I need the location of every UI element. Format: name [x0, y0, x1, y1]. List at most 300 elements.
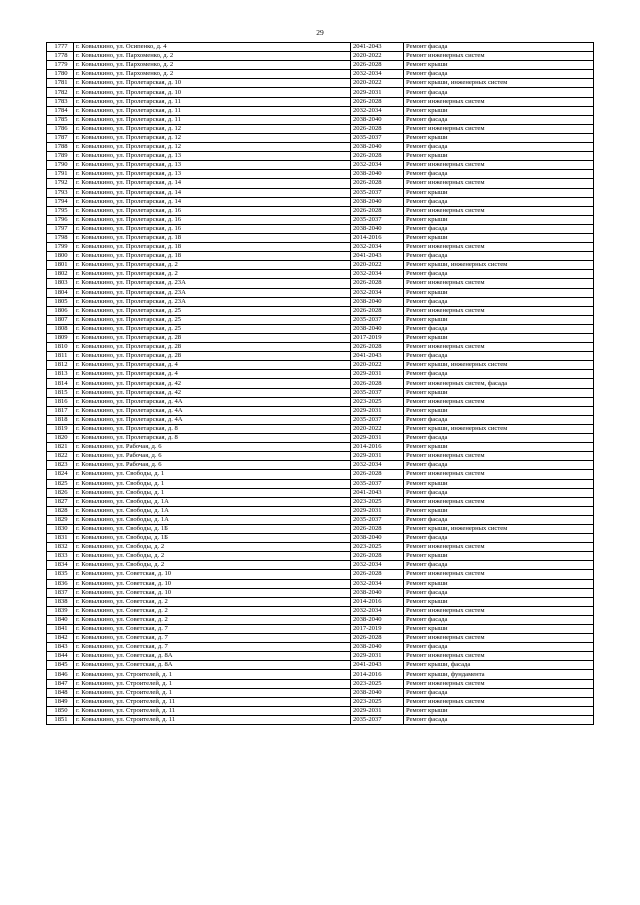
work-type-cell: Ремонт инженерных систем	[404, 243, 594, 252]
address-cell: г. Ковылкино, ул. Советская, д. 10	[74, 570, 351, 579]
work-type-cell: Ремонт фасада	[404, 434, 594, 443]
row-number: 1793	[47, 188, 74, 197]
period-cell: 2029-2031	[351, 506, 404, 515]
period-cell: 2032-2034	[351, 288, 404, 297]
period-cell: 2035-2037	[351, 515, 404, 524]
table-row	[47, 315, 594, 324]
address-cell: г. Ковылкино, ул. Пролетарская, д. 13	[74, 170, 351, 179]
table-row	[47, 534, 594, 543]
work-type-cell: Ремонт крыши, инженерных систем	[404, 361, 594, 370]
address-cell: г. Ковылкино, ул. Советская, д. 10	[74, 588, 351, 597]
work-type-cell: Ремонт крыши, фасада	[404, 661, 594, 670]
work-type-cell: Ремонт фасада	[404, 615, 594, 624]
address-cell: г. Ковылкино, ул. Пролетарская, д. 4А	[74, 406, 351, 415]
period-cell: 2035-2037	[351, 133, 404, 142]
table-row	[47, 588, 594, 597]
table-row	[47, 133, 594, 142]
row-number: 1820	[47, 434, 74, 443]
work-type-cell: Ремонт крыши	[404, 552, 594, 561]
table-row	[47, 61, 594, 70]
address-cell: г. Ковылкино, ул. Пролетарская, д. 11	[74, 106, 351, 115]
table-row	[47, 497, 594, 506]
address-cell: г. Ковылкино, ул. Пролетарская, д. 4А	[74, 397, 351, 406]
work-type-cell: Ремонт инженерных систем	[404, 570, 594, 579]
period-cell: 2020-2022	[351, 361, 404, 370]
table-row	[47, 306, 594, 315]
address-cell: г. Ковылкино, ул. Свободы, д. 1	[74, 479, 351, 488]
row-number: 1802	[47, 270, 74, 279]
address-cell: г. Ковылкино, ул. Пролетарская, д. 2	[74, 261, 351, 270]
address-cell: г. Ковылкино, ул. Строителей, д. 11	[74, 706, 351, 715]
table-row	[47, 379, 594, 388]
period-cell: 2029-2031	[351, 434, 404, 443]
period-cell: 2026-2028	[351, 470, 404, 479]
period-cell: 2041-2043	[351, 488, 404, 497]
row-number: 1814	[47, 379, 74, 388]
table-row	[47, 625, 594, 634]
row-number: 1827	[47, 497, 74, 506]
work-type-cell: Ремонт фасада	[404, 197, 594, 206]
work-type-cell: Ремонт фасада	[404, 643, 594, 652]
table-row	[47, 479, 594, 488]
address-cell: г. Ковылкино, ул. Пролетарская, д. 8	[74, 424, 351, 433]
address-cell: г. Ковылкино, ул. Советская, д. 7	[74, 634, 351, 643]
period-cell: 2041-2043	[351, 352, 404, 361]
work-type-cell: Ремонт инженерных систем	[404, 652, 594, 661]
work-type-cell: Ремонт инженерных систем	[404, 470, 594, 479]
table-row	[47, 688, 594, 697]
period-cell: 2038-2040	[351, 324, 404, 333]
period-cell: 2038-2040	[351, 615, 404, 624]
work-type-cell: Ремонт фасада	[404, 170, 594, 179]
table-row	[47, 170, 594, 179]
period-cell: 2032-2034	[351, 270, 404, 279]
work-type-cell: Ремонт крыши	[404, 506, 594, 515]
period-cell: 2038-2040	[351, 297, 404, 306]
address-cell: г. Ковылкино, ул. Пролетарская, д. 28	[74, 352, 351, 361]
period-cell: 2035-2037	[351, 388, 404, 397]
address-cell: г. Ковылкино, ул. Свободы, д. 1Б	[74, 524, 351, 533]
address-cell: г. Ковылкино, ул. Пролетарская, д. 23А	[74, 297, 351, 306]
row-number: 1834	[47, 561, 74, 570]
row-number: 1800	[47, 252, 74, 261]
work-type-cell: Ремонт фасада	[404, 461, 594, 470]
address-cell: г. Ковылкино, ул. Свободы, д. 1Б	[74, 534, 351, 543]
address-cell: г. Ковылкино, ул. Пролетарская, д. 25	[74, 306, 351, 315]
period-cell: 2017-2019	[351, 625, 404, 634]
address-cell: г. Ковылкино, ул. Пролетарская, д. 18	[74, 233, 351, 242]
row-number: 1809	[47, 334, 74, 343]
table-row	[47, 188, 594, 197]
period-cell: 2020-2022	[351, 261, 404, 270]
table-row	[47, 434, 594, 443]
work-type-cell: Ремонт фасада	[404, 88, 594, 97]
address-cell: г. Ковылкино, ул. Пролетарская, д. 4	[74, 370, 351, 379]
address-cell: г. Ковылкино, ул. Рабочая, д. 6	[74, 461, 351, 470]
work-type-cell: Ремонт крыши, фундамента	[404, 670, 594, 679]
work-type-cell: Ремонт фасада	[404, 252, 594, 261]
work-type-cell: Ремонт инженерных систем	[404, 543, 594, 552]
period-cell: 2038-2040	[351, 143, 404, 152]
table-row	[47, 606, 594, 615]
address-cell: г. Ковылкино, ул. Свободы, д. 1	[74, 488, 351, 497]
row-number: 1795	[47, 206, 74, 215]
work-type-cell: Ремонт фасада	[404, 488, 594, 497]
row-number: 1798	[47, 233, 74, 242]
period-cell: 2023-2025	[351, 679, 404, 688]
row-number: 1824	[47, 470, 74, 479]
work-type-cell: Ремонт крыши, инженерных систем	[404, 261, 594, 270]
row-number: 1783	[47, 97, 74, 106]
address-cell: г. Ковылкино, ул. Пролетарская, д. 14	[74, 197, 351, 206]
work-type-cell: Ремонт инженерных систем	[404, 606, 594, 615]
work-type-cell: Ремонт крыши	[404, 152, 594, 161]
address-cell: г. Ковылкино, ул. Пролетарская, д. 28	[74, 343, 351, 352]
period-cell: 2032-2034	[351, 561, 404, 570]
work-type-cell: Ремонт крыши	[404, 106, 594, 115]
table-row	[47, 634, 594, 643]
table-row	[47, 79, 594, 88]
table-row	[47, 115, 594, 124]
period-cell: 2038-2040	[351, 170, 404, 179]
table-row	[47, 415, 594, 424]
period-cell: 2020-2022	[351, 79, 404, 88]
row-number: 1786	[47, 124, 74, 133]
period-cell: 2035-2037	[351, 215, 404, 224]
work-type-cell: Ремонт инженерных систем	[404, 306, 594, 315]
row-number: 1845	[47, 661, 74, 670]
work-type-cell: Ремонт фасада	[404, 715, 594, 724]
row-number: 1847	[47, 679, 74, 688]
address-cell: г. Ковылкино, ул. Свободы, д. 1	[74, 470, 351, 479]
address-cell: г. Ковылкино, ул. Пролетарская, д. 42	[74, 379, 351, 388]
period-cell: 2017-2019	[351, 334, 404, 343]
table-row	[47, 352, 594, 361]
row-number: 1839	[47, 606, 74, 615]
row-number: 1844	[47, 652, 74, 661]
row-number: 1850	[47, 706, 74, 715]
period-cell: 2020-2022	[351, 52, 404, 61]
work-type-cell: Ремонт фасада	[404, 324, 594, 333]
address-cell: г. Ковылкино, ул. Пархоменко, д. 2	[74, 52, 351, 61]
row-number: 1782	[47, 88, 74, 97]
row-number: 1849	[47, 697, 74, 706]
period-cell: 2038-2040	[351, 588, 404, 597]
address-cell: г. Ковылкино, ул. Пархоменко, д. 2	[74, 70, 351, 79]
address-cell: г. Ковылкино, ул. Свободы, д. 2	[74, 561, 351, 570]
address-cell: г. Ковылкино, ул. Пархоменко, д. 2	[74, 61, 351, 70]
period-cell: 2038-2040	[351, 224, 404, 233]
table-row	[47, 324, 594, 333]
table-row	[47, 152, 594, 161]
address-cell: г. Ковылкино, ул. Пролетарская, д. 23А	[74, 279, 351, 288]
address-cell: г. Ковылкино, ул. Пролетарская, д. 4	[74, 361, 351, 370]
row-number: 1803	[47, 279, 74, 288]
period-cell: 2026-2028	[351, 97, 404, 106]
period-cell: 2026-2028	[351, 179, 404, 188]
work-type-cell: Ремонт крыши	[404, 597, 594, 606]
period-cell: 2041-2043	[351, 661, 404, 670]
table-row	[47, 343, 594, 352]
table-row	[47, 715, 594, 724]
work-type-cell: Ремонт фасада	[404, 70, 594, 79]
period-cell: 2029-2031	[351, 406, 404, 415]
period-cell: 2038-2040	[351, 534, 404, 543]
table-row	[47, 706, 594, 715]
row-number: 1790	[47, 161, 74, 170]
row-number: 1830	[47, 524, 74, 533]
table-row	[47, 515, 594, 524]
period-cell: 2023-2025	[351, 497, 404, 506]
row-number: 1791	[47, 170, 74, 179]
work-type-cell: Ремонт инженерных систем	[404, 206, 594, 215]
row-number: 1811	[47, 352, 74, 361]
table-row	[47, 297, 594, 306]
row-number: 1817	[47, 406, 74, 415]
table-row	[47, 570, 594, 579]
period-cell: 2020-2022	[351, 424, 404, 433]
row-number: 1851	[47, 715, 74, 724]
table-row	[47, 461, 594, 470]
work-type-cell: Ремонт фасада	[404, 352, 594, 361]
row-number: 1843	[47, 643, 74, 652]
period-cell: 2026-2028	[351, 279, 404, 288]
period-cell: 2026-2028	[351, 570, 404, 579]
work-type-cell: Ремонт фасада	[404, 588, 594, 597]
row-number: 1848	[47, 688, 74, 697]
row-number: 1842	[47, 634, 74, 643]
table-row	[47, 279, 594, 288]
row-number: 1825	[47, 479, 74, 488]
period-cell: 2026-2028	[351, 124, 404, 133]
row-number: 1828	[47, 506, 74, 515]
row-number: 1805	[47, 297, 74, 306]
table-row	[47, 543, 594, 552]
row-number: 1806	[47, 306, 74, 315]
address-cell: г. Ковылкино, ул. Строителей, д. 11	[74, 715, 351, 724]
work-type-cell: Ремонт инженерных систем, фасада	[404, 379, 594, 388]
period-cell: 2026-2028	[351, 524, 404, 533]
address-cell: г. Ковылкино, ул. Советская, д. 7	[74, 643, 351, 652]
table-row	[47, 488, 594, 497]
period-cell: 2014-2016	[351, 597, 404, 606]
page-number: 29	[316, 28, 324, 37]
address-cell: г. Ковылкино, ул. Советская, д. 7	[74, 625, 351, 634]
row-number: 1815	[47, 388, 74, 397]
period-cell: 2038-2040	[351, 688, 404, 697]
period-cell: 2032-2034	[351, 161, 404, 170]
row-number: 1785	[47, 115, 74, 124]
period-cell: 2026-2028	[351, 634, 404, 643]
row-number: 1796	[47, 215, 74, 224]
work-type-cell: Ремонт инженерных систем	[404, 397, 594, 406]
work-type-cell: Ремонт крыши	[404, 334, 594, 343]
address-cell: г. Ковылкино, ул. Советская, д. 2	[74, 597, 351, 606]
table-row	[47, 197, 594, 206]
address-cell: г. Ковылкино, ул. Пролетарская, д. 4А	[74, 415, 351, 424]
table-row	[47, 643, 594, 652]
table-row	[47, 388, 594, 397]
address-cell: г. Ковылкино, ул. Пролетарская, д. 16	[74, 206, 351, 215]
row-number: 1804	[47, 288, 74, 297]
period-cell: 2032-2034	[351, 106, 404, 115]
work-type-cell: Ремонт крыши, инженерных систем	[404, 424, 594, 433]
period-cell: 2026-2028	[351, 552, 404, 561]
table-row	[47, 552, 594, 561]
address-cell: г. Ковылкино, ул. Пролетарская, д. 25	[74, 324, 351, 333]
address-cell: г. Ковылкино, ул. Пролетарская, д. 2	[74, 270, 351, 279]
work-type-cell: Ремонт инженерных систем	[404, 179, 594, 188]
row-number: 1797	[47, 224, 74, 233]
work-type-cell: Ремонт крыши	[404, 233, 594, 242]
address-cell: г. Ковылкино, ул. Свободы, д. 1А	[74, 515, 351, 524]
work-type-cell: Ремонт фасада	[404, 224, 594, 233]
table-row	[47, 679, 594, 688]
table-row	[47, 206, 594, 215]
table-row	[47, 124, 594, 133]
table-row	[47, 215, 594, 224]
period-cell: 2014-2016	[351, 233, 404, 242]
period-cell: 2029-2031	[351, 652, 404, 661]
row-number: 1792	[47, 179, 74, 188]
table-row	[47, 270, 594, 279]
work-type-cell: Ремонт крыши	[404, 288, 594, 297]
period-cell: 2026-2028	[351, 61, 404, 70]
address-cell: г. Ковылкино, ул. Советская, д. 10	[74, 579, 351, 588]
period-cell: 2035-2037	[351, 315, 404, 324]
period-cell: 2035-2037	[351, 188, 404, 197]
address-cell: г. Ковылкино, ул. Пролетарская, д. 13	[74, 152, 351, 161]
row-number: 1807	[47, 315, 74, 324]
address-cell: г. Ковылкино, ул. Пролетарская, д. 28	[74, 334, 351, 343]
row-number: 1781	[47, 79, 74, 88]
period-cell: 2038-2040	[351, 643, 404, 652]
work-type-cell: Ремонт фасада	[404, 370, 594, 379]
row-number: 1818	[47, 415, 74, 424]
period-cell: 2032-2034	[351, 606, 404, 615]
address-cell: г. Ковылкино, ул. Свободы, д. 2	[74, 543, 351, 552]
period-cell: 2038-2040	[351, 115, 404, 124]
address-cell: г. Ковылкино, ул. Пролетарская, д. 42	[74, 388, 351, 397]
address-cell: г. Ковылкино, ул. Свободы, д. 2	[74, 552, 351, 561]
table-row	[47, 524, 594, 533]
table-row	[47, 97, 594, 106]
address-cell: г. Ковылкино, ул. Пролетарская, д. 12	[74, 124, 351, 133]
work-type-cell: Ремонт фасада	[404, 415, 594, 424]
table-row	[47, 397, 594, 406]
row-number: 1826	[47, 488, 74, 497]
work-type-cell: Ремонт фасада	[404, 115, 594, 124]
table-row	[47, 224, 594, 233]
address-cell: г. Ковылкино, ул. Рабочая, д. 6	[74, 452, 351, 461]
row-number: 1777	[47, 43, 74, 52]
address-cell: г. Ковылкино, ул. Осипенко, д. 4	[74, 43, 351, 52]
row-number: 1832	[47, 543, 74, 552]
period-cell: 2029-2031	[351, 88, 404, 97]
table-row	[47, 143, 594, 152]
address-cell: г. Ковылкино, ул. Пролетарская, д. 25	[74, 315, 351, 324]
work-type-cell: Ремонт крыши	[404, 188, 594, 197]
row-number: 1789	[47, 152, 74, 161]
address-cell: г. Ковылкино, ул. Советская, д. 2	[74, 615, 351, 624]
table-row	[47, 52, 594, 61]
row-number: 1831	[47, 534, 74, 543]
table-row	[47, 334, 594, 343]
period-cell: 2035-2037	[351, 715, 404, 724]
address-cell: г. Ковылкино, ул. Пролетарская, д. 13	[74, 161, 351, 170]
row-number: 1841	[47, 625, 74, 634]
work-type-cell: Ремонт инженерных систем	[404, 161, 594, 170]
address-cell: г. Ковылкино, ул. Пролетарская, д. 11	[74, 115, 351, 124]
address-cell: г. Ковылкино, ул. Пролетарская, д. 18	[74, 243, 351, 252]
work-type-cell: Ремонт инженерных систем	[404, 343, 594, 352]
work-type-cell: Ремонт крыши	[404, 706, 594, 715]
row-number: 1780	[47, 70, 74, 79]
row-number: 1799	[47, 243, 74, 252]
work-type-cell: Ремонт фасада	[404, 43, 594, 52]
period-cell: 2029-2031	[351, 452, 404, 461]
address-cell: г. Ковылкино, ул. Свободы, д. 1А	[74, 506, 351, 515]
work-type-cell: Ремонт фасада	[404, 688, 594, 697]
row-number: 1821	[47, 443, 74, 452]
table-row	[47, 661, 594, 670]
row-number: 1779	[47, 61, 74, 70]
work-type-cell: Ремонт инженерных систем	[404, 124, 594, 133]
row-number: 1810	[47, 343, 74, 352]
work-type-cell: Ремонт крыши	[404, 479, 594, 488]
period-cell: 2032-2034	[351, 243, 404, 252]
address-cell: г. Ковылкино, ул. Советская, д. 8А	[74, 661, 351, 670]
work-type-cell: Ремонт инженерных систем	[404, 279, 594, 288]
table-row	[47, 361, 594, 370]
work-type-cell: Ремонт крыши	[404, 388, 594, 397]
address-cell: г. Ковылкино, ул. Пролетарская, д. 14	[74, 188, 351, 197]
table-row	[47, 106, 594, 115]
work-type-cell: Ремонт крыши	[404, 215, 594, 224]
table-row	[47, 252, 594, 261]
address-cell: г. Ковылкино, ул. Пролетарская, д. 10	[74, 79, 351, 88]
work-type-cell: Ремонт крыши, инженерных систем	[404, 79, 594, 88]
address-cell: г. Ковылкино, ул. Пролетарская, д. 16	[74, 215, 351, 224]
row-number: 1823	[47, 461, 74, 470]
table-row	[47, 161, 594, 170]
work-type-cell: Ремонт фасада	[404, 270, 594, 279]
address-cell: г. Ковылкино, ул. Свободы, д. 1А	[74, 497, 351, 506]
row-number: 1813	[47, 370, 74, 379]
period-cell: 2014-2016	[351, 670, 404, 679]
address-cell: г. Ковылкино, ул. Строителей, д. 1	[74, 688, 351, 697]
table-row	[47, 561, 594, 570]
work-type-cell: Ремонт крыши	[404, 133, 594, 142]
work-type-cell: Ремонт крыши	[404, 406, 594, 415]
address-cell: г. Ковылкино, ул. Пролетарская, д. 8	[74, 434, 351, 443]
table-row	[47, 615, 594, 624]
address-cell: г. Ковылкино, ул. Строителей, д. 1	[74, 670, 351, 679]
period-cell: 2029-2031	[351, 706, 404, 715]
period-cell: 2023-2025	[351, 697, 404, 706]
address-cell: г. Ковылкино, ул. Пролетарская, д. 12	[74, 133, 351, 142]
work-type-cell: Ремонт крыши	[404, 443, 594, 452]
period-cell: 2032-2034	[351, 70, 404, 79]
work-type-cell: Ремонт инженерных систем	[404, 452, 594, 461]
work-type-cell: Ремонт инженерных систем	[404, 52, 594, 61]
period-cell: 2023-2025	[351, 397, 404, 406]
row-number: 1808	[47, 324, 74, 333]
address-cell: г. Ковылкино, ул. Пролетарская, д. 16	[74, 224, 351, 233]
period-cell: 2023-2025	[351, 543, 404, 552]
table-row	[47, 579, 594, 588]
period-cell: 2014-2016	[351, 443, 404, 452]
